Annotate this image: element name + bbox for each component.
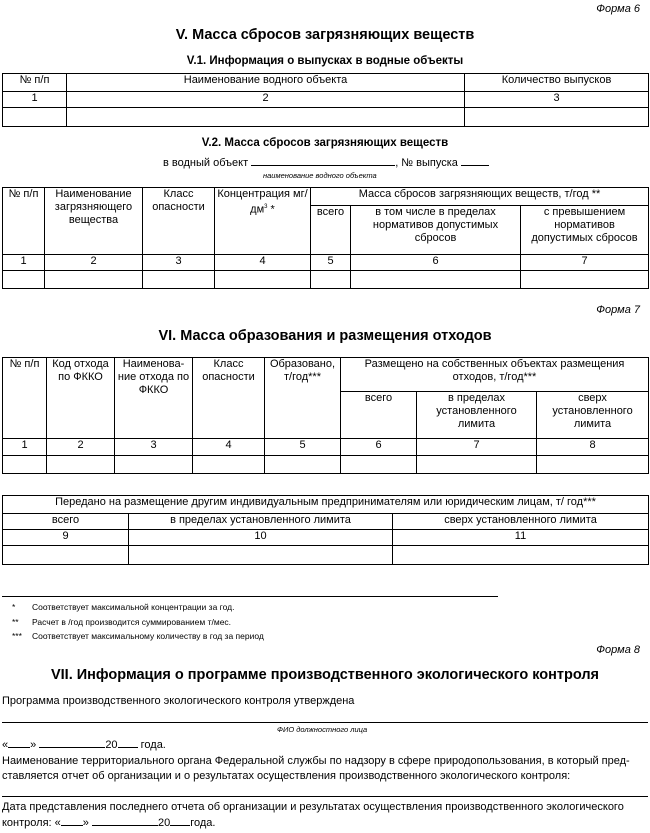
- column-number: 1: [3, 255, 45, 271]
- header-hazard-class: Класс опасности: [193, 358, 265, 439]
- section-6-title: VI. Масса образования и размещения отходов: [158, 328, 492, 344]
- header-within-limit: в пределах установленного лимита: [129, 514, 393, 530]
- column-number: 1: [3, 92, 67, 108]
- header-discharge-mass: Масса сбросов загрязняющих веществ, т/год **: [311, 188, 649, 206]
- empty-cell[interactable]: [143, 271, 215, 289]
- column-number: 2: [45, 255, 143, 271]
- header-num: № п/п: [3, 358, 47, 439]
- column-number: 3: [465, 92, 649, 108]
- waste-transferred-table: [2, 495, 649, 565]
- water-object-line: [163, 157, 489, 169]
- empty-cell[interactable]: [311, 271, 351, 289]
- column-number: 1: [3, 439, 47, 456]
- empty-cell[interactable]: [393, 546, 649, 565]
- column-number: 7: [417, 439, 537, 456]
- empty-cell[interactable]: [351, 271, 521, 289]
- header-transferred: Передано на размещение другим индивидуальным предпринимателям или юридическим лицам, т/ год***: [3, 496, 649, 514]
- column-number: 8: [537, 439, 649, 456]
- column-number: 3: [115, 439, 193, 456]
- footnote: * Соответствует максимальной концентрации за год.: [12, 602, 235, 612]
- column-number: 9: [3, 530, 129, 546]
- outlet-number-field[interactable]: [461, 165, 489, 166]
- official-name-caption: ФИО должностного лица: [277, 725, 368, 734]
- form-7-label: Форма 7: [596, 304, 640, 316]
- form-8-label: Форма 8: [596, 644, 640, 656]
- header-over-norm: с превышением нормативов допустимых сбросов: [521, 206, 649, 255]
- column-number: 11: [393, 530, 649, 546]
- day-field[interactable]: [8, 747, 30, 748]
- outlet-number-label: , № выпуска: [395, 157, 458, 169]
- header-total: всего: [311, 206, 351, 255]
- column-number: 4: [193, 439, 265, 456]
- empty-cell[interactable]: [521, 271, 649, 289]
- section-5-title: V. Масса сбросов загрязняющих веществ: [175, 27, 475, 43]
- column-number: 2: [47, 439, 115, 456]
- header-placed-own: Размещено на собственных объектах размещения отходов, т/год***: [341, 358, 649, 392]
- water-object-field[interactable]: [251, 165, 395, 166]
- empty-cell[interactable]: [3, 456, 47, 474]
- empty-cell[interactable]: [417, 456, 537, 474]
- header-within-norm: в том числе в пределах нормативов допустимых сбросов: [351, 206, 521, 255]
- header-within-limit: в пределах установленного лимита: [417, 392, 537, 439]
- header-total: всего: [3, 514, 129, 530]
- column-number: 3: [143, 255, 215, 271]
- waste-table: [2, 357, 649, 474]
- header-hazard-class: Класс опасности: [143, 188, 215, 255]
- header-over-limit: сверх установленного лимита: [393, 514, 649, 530]
- column-number: 5: [265, 439, 341, 456]
- empty-cell[interactable]: [47, 456, 115, 474]
- empty-cell[interactable]: [537, 456, 649, 474]
- official-name-field[interactable]: [2, 722, 648, 723]
- water-object-caption: наименование водного объекта: [263, 171, 377, 180]
- header-water-body: Наименование водного объекта: [67, 74, 465, 92]
- month-field[interactable]: [92, 825, 158, 826]
- header-over-limit: сверх установленного лимита: [537, 392, 649, 439]
- empty-cell[interactable]: [3, 271, 45, 289]
- year-field[interactable]: [170, 825, 190, 826]
- territorial-body-text-2: ставляется отчет об организации и о результатах осуществления производственного экологического контроля:: [2, 770, 571, 782]
- year-field[interactable]: [118, 747, 138, 748]
- empty-cell[interactable]: [341, 456, 417, 474]
- footnote: *** Соответствует максимальному количеству в год за период: [12, 631, 264, 641]
- footnote-divider: [2, 596, 498, 597]
- subsection-5-1-title: V.1. Информация о выпусках в водные объекты: [186, 55, 464, 67]
- empty-cell[interactable]: [3, 108, 67, 127]
- column-number: 5: [311, 255, 351, 271]
- footnote: ** Расчет в /год производится суммированием т/мес.: [12, 617, 232, 627]
- territorial-body-field[interactable]: [2, 796, 648, 797]
- header-num: № п/п: [3, 74, 67, 92]
- column-number: 2: [67, 92, 465, 108]
- subsection-5-2-title: V.2. Масса сбросов загрязняющих веществ: [201, 137, 449, 149]
- empty-cell[interactable]: [115, 456, 193, 474]
- header-waste-code: Код отхода по ФККО: [47, 358, 115, 439]
- water-object-prefix: в водный объект: [163, 157, 249, 169]
- empty-cell[interactable]: [465, 108, 649, 127]
- header-total: всего: [341, 392, 417, 439]
- month-field[interactable]: [39, 747, 105, 748]
- column-number: 10: [129, 530, 393, 546]
- discharge-mass-table: [2, 187, 649, 289]
- approval-date-line: « » 20 года.: [2, 739, 166, 751]
- empty-cell[interactable]: [45, 271, 143, 289]
- program-approved-text: Программа производственного экологического контроля утверждена: [2, 695, 355, 707]
- header-num: № п/п: [3, 188, 45, 255]
- column-number: 4: [215, 255, 311, 271]
- empty-cell[interactable]: [129, 546, 393, 565]
- water-outlets-table: [2, 73, 649, 127]
- empty-cell[interactable]: [265, 456, 341, 474]
- section-7-title: VII. Информация о программе производственного экологического контроля: [50, 667, 600, 683]
- header-waste-name: Наименова-ние отхода по ФККО: [115, 358, 193, 439]
- header-outlet-count: Количество выпусков: [465, 74, 649, 92]
- empty-cell[interactable]: [67, 108, 465, 127]
- last-report-text: Дата представления последнего отчета об организации и результатах осуществления производственного экологического: [2, 801, 624, 813]
- column-number: 6: [351, 255, 521, 271]
- form-6-label: Форма 6: [596, 3, 640, 15]
- empty-cell[interactable]: [3, 546, 129, 565]
- last-report-date-line: контроля: « » 20 года.: [2, 817, 216, 829]
- column-number: 6: [341, 439, 417, 456]
- header-formed: Образовано, т/год***: [265, 358, 341, 439]
- territorial-body-text-1: Наименование территориального органа Федеральной службы по надзору в сфере природопользования, в который пред-: [2, 755, 630, 767]
- column-number: 7: [521, 255, 649, 271]
- header-substance-name: Наименование загрязняющего вещества: [45, 188, 143, 255]
- day-field[interactable]: [61, 825, 83, 826]
- empty-cell[interactable]: [193, 456, 265, 474]
- header-concentration: Концентрация $мг/дм^3$ *: [215, 188, 311, 255]
- empty-cell[interactable]: [215, 271, 311, 289]
